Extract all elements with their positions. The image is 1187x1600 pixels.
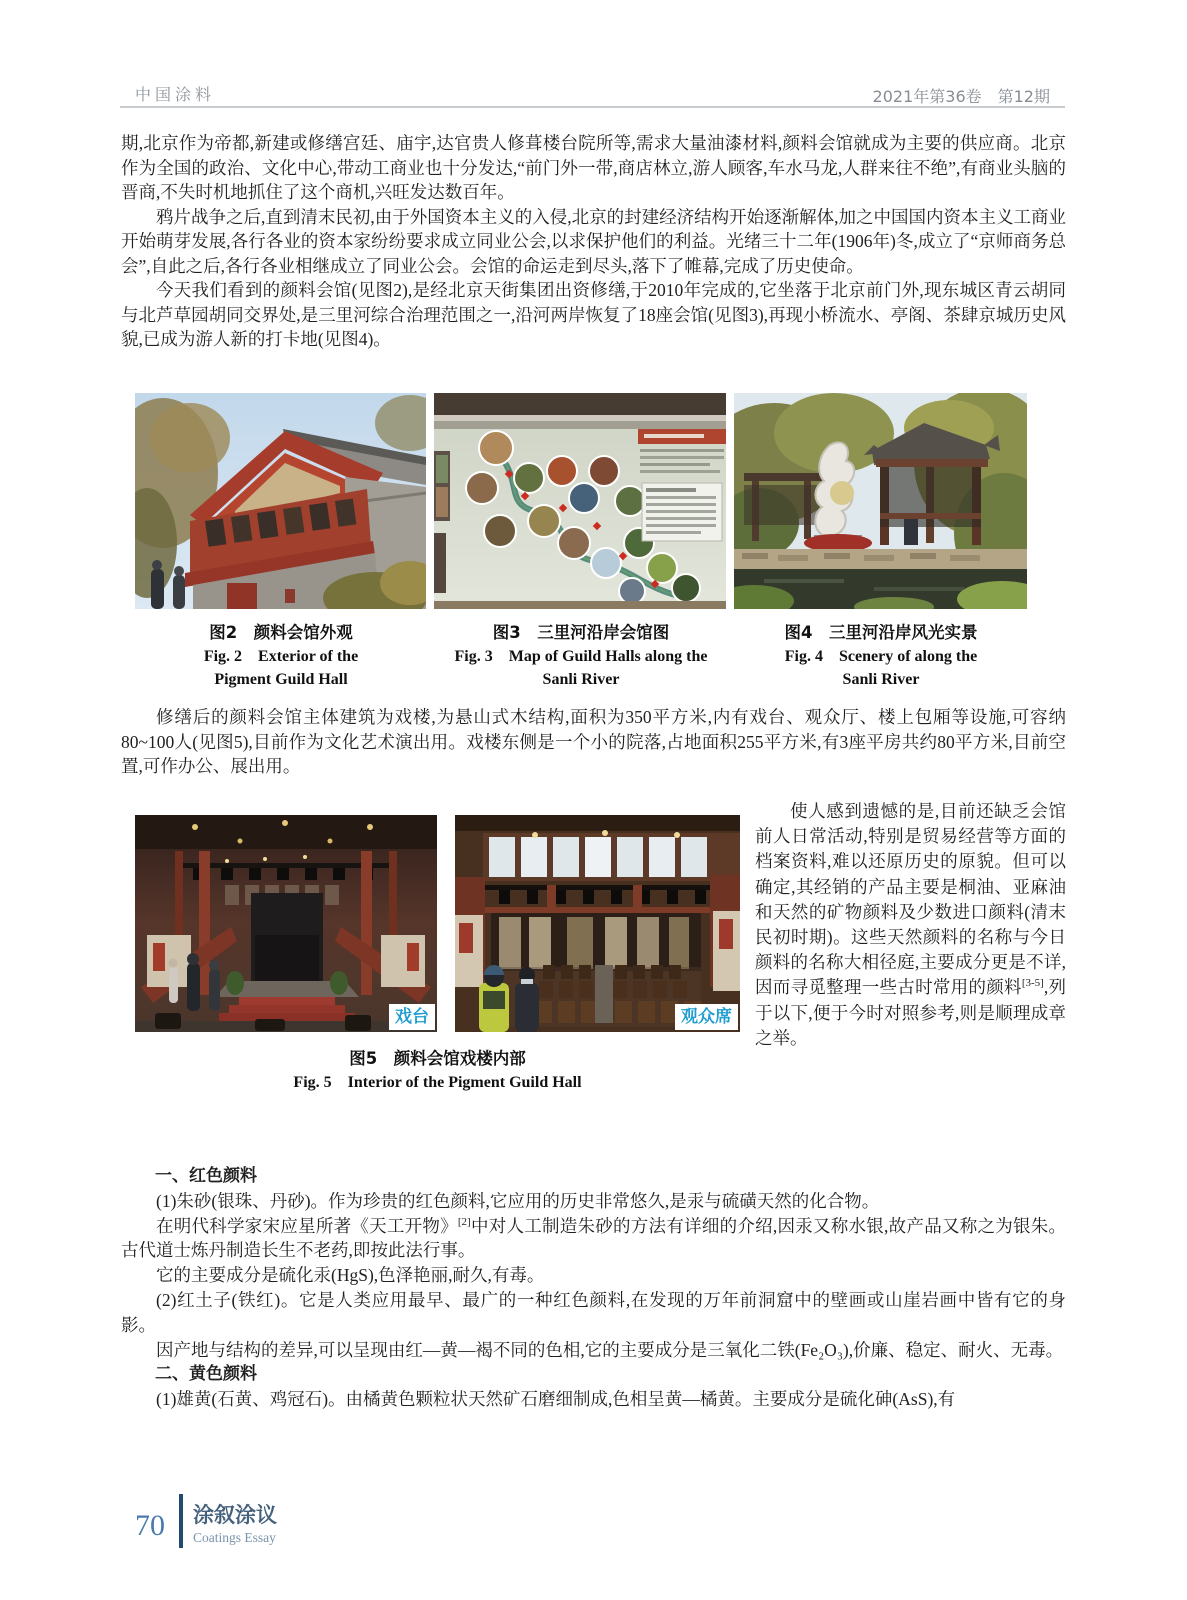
ceiling-lights (135, 815, 437, 849)
red-p2-text-2: 中对人工制造朱砂的方法有详细的介绍,因汞又称水银,故产品又称之为银朱。古代道士炼丹制造长生不老药,即按此法行事。 (121, 1215, 1067, 1261)
red-p2-text-1: 在明代科学家宋应星所著《天工开物》 (156, 1215, 458, 1236)
audience-hall-illustration (455, 815, 740, 1032)
figure3-caption-cn: 图3 三里河沿岸会馆图 (492, 623, 670, 642)
column-title-en: Coatings Essay (193, 1530, 276, 1545)
figure4-image (734, 393, 1027, 609)
figure-row (135, 393, 1027, 609)
section-heading-red: 一、红色颜料 (155, 1166, 257, 1186)
paragraph: 期,北京作为帝都,新建或修缮宫廷、庙宇,达官贵人修葺楼台院所等,需求大量油漆材料,颜料会馆就成为主要的供应商。北京作为全国的政治、文化中心,带动工商业也十分发达,“前门外一带,商店林立,游人顾客,车水马龙,人群来往不绝”,有商业头脑的晋商,不失时机地抓住了这个商机,兴旺发达数百年。 (121, 133, 1066, 202)
figure2-caption-en2: Pigment Guild Hall (214, 671, 348, 688)
figure3-caption-en: Fig. 3 Map of Guild Halls along the (454, 648, 708, 665)
figure2-image (135, 393, 426, 609)
citation-2: [2] (457, 1215, 471, 1228)
header-rule (120, 106, 1065, 108)
paragraph: 它的主要成分是硫化汞(HgS),色泽艳丽,耐久,有毒。 (156, 1265, 545, 1286)
paragraph: (1)朱砂(银珠、丹砂)。作为珍贵的红色颜料,它应用的历史非常悠久,是汞与硫磺天然的化合物。 (156, 1190, 880, 1211)
figure4-caption-cn: 图4 三里河沿岸风光实景 (784, 623, 978, 642)
issue-info: 2021年第36卷 第12期 (872, 87, 1050, 106)
figure3-image (434, 393, 726, 609)
stage-label: 戏台 (389, 1004, 435, 1030)
figure4-caption-en2: Sanli River (842, 671, 920, 688)
right-col-text-2: ,列于以下,便于今时对照参考,则是顺理成章之举。 (755, 977, 1067, 1048)
right-column (755, 799, 1066, 1051)
figure2-caption (135, 620, 427, 691)
figure3-caption (435, 620, 727, 691)
audience-label: 观众席 (675, 1004, 738, 1030)
clerestory-windows (483, 830, 740, 881)
paragraph: (1)雄黄(石黄、鸡冠石)。由橘黄色颗粒状天然矿石磨细制成,色相呈黄—橘黄。主要成分是硫化砷(AsS),有 (156, 1389, 956, 1410)
guild-hall-exterior-illustration (135, 393, 426, 609)
paragraph (121, 1214, 1066, 1264)
citation-3-5: [3-5] (1021, 977, 1044, 990)
page-number: 70 (135, 1509, 165, 1542)
roof-band (455, 815, 740, 831)
paragraph: 今天我们看到的颜料会馆(见图2),是经北京天街集团出资修缮,于2010年完成的,它坐落于北京前门外,现东城区青云胡同与北芦草园胡同交界处,是三里河综合治理范围之一,沿河两岸恢复了18座会馆(见图3),再现小桥流水、亭阁、茶肆京城历史风貌,已成为游人新的打卡地(见图4)。 (121, 280, 1066, 349)
floor-strip (434, 601, 726, 609)
guild-hall-map-illustration (434, 393, 726, 609)
figure2-caption-cn: 图2 颜料会馆外观 (209, 623, 353, 642)
ceiling-band (434, 393, 726, 429)
column-title-block (193, 1502, 277, 1548)
figure4-caption-en: Fig. 4 Scenery of along the (784, 648, 978, 665)
figure-captions (135, 620, 1027, 691)
figure5-caption (135, 1046, 740, 1094)
journal-name: 中国涂料 (135, 85, 216, 104)
figure5-caption-en: Fig. 5 Interior of the Pigment Guild Hall (293, 1074, 582, 1091)
figure3-caption-en2: Sanli River (542, 671, 620, 688)
stage-interior-illustration (135, 815, 437, 1032)
figure4-caption (735, 620, 1027, 691)
paragraph: 修缮后的颜料会馆主体建筑为戏楼,为悬山式木结构,面积为350平方米,内有戏台、观众厅、楼上包厢等设施,可容纳80~100人(见图5),目前作为文化艺术演出用。戏楼东侧是一个小的院落,占地面积255平方米,有3座平房共约80平方米,目前空置,可作办公、展出用。 (121, 707, 1066, 776)
intro-paragraphs (121, 131, 1066, 352)
paragraph (755, 799, 1066, 1051)
figure2-caption-en: Fig. 2 Exterior of the (203, 648, 359, 665)
figure5-audience-image (455, 815, 740, 1032)
pigment-sections (121, 1164, 1066, 1412)
section-heading-yellow: 二、黄色颜料 (155, 1364, 257, 1385)
figure5-stage-image (135, 815, 437, 1032)
footer-divider-bar (179, 1494, 183, 1548)
page-footer (135, 1494, 277, 1548)
paragraph: 鸦片战争之后,直到清末民初,由于外国资本主义的入侵,北京的封建经济结构开始逐渐解体,加之中国国内资本主义工商业开始萌芽发展,各行各业的资本家纷纷要求成立同业公会,以求保护他们的利益。光绪三十二年(1906年)冬,成立了“京师商务总会”,自此之后,各行各业相继成立了同业公会。会馆的命运走到尽头,落下了帷幕,完成了历史使命。 (121, 206, 1066, 276)
figure5-caption-cn: 图5 颜料会馆戏楼内部 (349, 1049, 526, 1068)
theatre-paragraph (121, 705, 1066, 779)
right-col-text-1: 使人感到遗憾的是,目前还缺乏会馆前人日常活动,特别是贸易经营等方面的档案资料,难以还原历史的原貌。但可以确定,其经销的产品主要是桐油、亚麻油和天然的矿物颜料及少数进口颜料(清末民初时期)。这些天然颜料的名称与今日颜料的名称大相径庭,主要成分更是不详,因而寻觅整理一些古时常用的颜料 (755, 801, 1066, 998)
embankment-and-pond (734, 549, 1027, 609)
paragraph: 因产地与结构的差异,可以呈现由红—黄—褐不同的色相,它的主要成分是三氧化二铁(Fe₂O₃),价廉、稳定、耐火、无毒。 (156, 1339, 1064, 1360)
paragraph: (2)红土子(铁红)。它是人类应用最早、最广的一种红色颜料,在发现的万年前洞窟中的壁画或山崖岩画中皆有它的身影。 (121, 1289, 1066, 1335)
riverside-scenery-illustration (734, 393, 1027, 609)
column-title-cn: 涂叙涂议 (193, 1503, 277, 1527)
back-doors (491, 913, 701, 971)
